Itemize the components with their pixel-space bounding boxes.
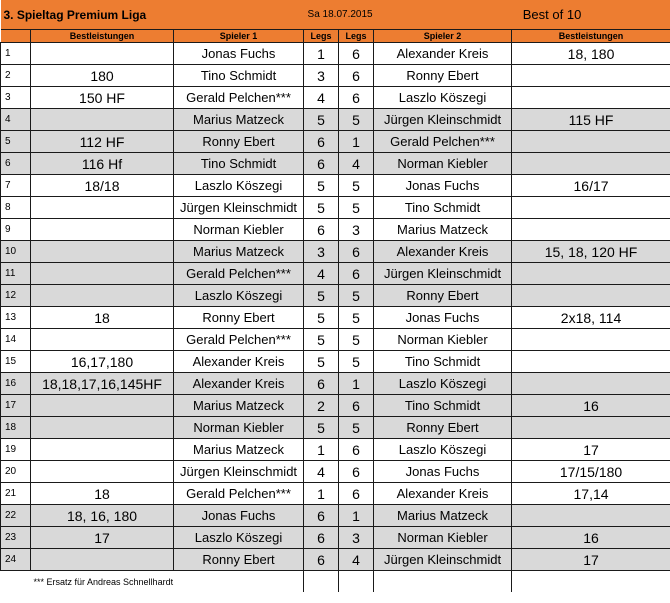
best-score-player2: 2x18, 114 <box>512 307 670 329</box>
header-player1: Spieler 1 <box>174 30 304 43</box>
match-number: 7 <box>1 175 31 197</box>
player1-name: Laszlo Köszegi <box>174 285 304 307</box>
best-score-player1 <box>31 197 174 219</box>
table-row <box>1 351 670 373</box>
legs-player2: 6 <box>339 263 374 285</box>
match-number: 5 <box>1 131 31 153</box>
legs-player1: 3 <box>304 65 339 87</box>
best-score-player2 <box>512 505 670 527</box>
best-score-player1: 18 <box>31 483 174 505</box>
player2-name: Laszlo Köszegi <box>374 87 512 109</box>
player1-name: Gerald Pelchen*** <box>174 483 304 505</box>
legs-player1: 6 <box>304 131 339 153</box>
legs-player2: 5 <box>339 175 374 197</box>
best-score-player2: 18, 180 <box>512 43 670 65</box>
match-number: 13 <box>1 307 31 329</box>
legs-player2: 3 <box>339 527 374 549</box>
legs-player1: 1 <box>304 439 339 461</box>
match-number: 18 <box>1 417 31 439</box>
table-row <box>1 65 670 87</box>
player1-name: Jonas Fuchs <box>174 43 304 65</box>
legs-player1: 5 <box>304 417 339 439</box>
best-score-player2 <box>512 153 670 175</box>
player2-name: Marius Matzeck <box>374 219 512 241</box>
player2-name: Norman Kiebler <box>374 527 512 549</box>
player1-name: Alexander Kreis <box>174 351 304 373</box>
legs-player1: 5 <box>304 307 339 329</box>
player1-name: Ronny Ebert <box>174 549 304 571</box>
best-score-player2: 16/17 <box>512 175 670 197</box>
best-score-player2 <box>512 373 670 395</box>
footnote: *** Ersatz für Andreas Schnellhardt <box>33 576 174 587</box>
legs-player2: 1 <box>339 373 374 395</box>
best-score-player2: 16 <box>512 527 670 549</box>
best-score-player2 <box>512 197 670 219</box>
match-number: 15 <box>1 351 31 373</box>
player2-name: Tino Schmidt <box>374 395 512 417</box>
legs-player2: 6 <box>339 461 374 483</box>
league-title: 3. Spieltag Premium Liga <box>1 0 304 30</box>
player2-name: Jonas Fuchs <box>374 307 512 329</box>
header-legs2: Legs <box>339 30 374 43</box>
player2-name: Norman Kiebler <box>374 153 512 175</box>
table-row <box>1 527 670 549</box>
match-number: 12 <box>1 285 31 307</box>
best-score-player2 <box>512 65 670 87</box>
player1-name: Jürgen Kleinschmidt <box>174 461 304 483</box>
table-row <box>1 131 670 153</box>
best-score-player2: 17,14 <box>512 483 670 505</box>
best-score-player1: 18 <box>31 307 174 329</box>
best-score-player2 <box>512 219 670 241</box>
table-row <box>1 461 670 483</box>
table-row <box>1 197 670 219</box>
match-number: 19 <box>1 439 31 461</box>
footnote-row <box>1 571 670 593</box>
table-row <box>1 153 670 175</box>
table-row <box>1 439 670 461</box>
legs-player2: 5 <box>339 417 374 439</box>
header-legs1: Legs <box>304 30 339 43</box>
legs-player2: 5 <box>339 329 374 351</box>
legs-player2: 5 <box>339 109 374 131</box>
match-number: 9 <box>1 219 31 241</box>
legs-player1: 6 <box>304 549 339 571</box>
player1-name: Laszlo Köszegi <box>174 175 304 197</box>
match-number: 11 <box>1 263 31 285</box>
table-row <box>1 329 670 351</box>
legs-player2: 5 <box>339 307 374 329</box>
match-number: 6 <box>1 153 31 175</box>
legs-player2: 4 <box>339 153 374 175</box>
table-row <box>1 373 670 395</box>
legs-player2: 6 <box>339 87 374 109</box>
legs-player1: 4 <box>304 461 339 483</box>
player1-name: Marius Matzeck <box>174 241 304 263</box>
player2-name: Marius Matzeck <box>374 505 512 527</box>
header-nr <box>1 30 31 43</box>
player2-name: Ronny Ebert <box>374 285 512 307</box>
best-score-player2 <box>512 417 670 439</box>
table-row <box>1 175 670 197</box>
match-date: Sa 18.07.2015 <box>304 0 374 30</box>
footer-empty-cell <box>374 571 512 593</box>
best-score-player1 <box>31 461 174 483</box>
player1-name: Norman Kiebler <box>174 219 304 241</box>
best-score-player1: 150 HF <box>31 87 174 109</box>
match-number: 23 <box>1 527 31 549</box>
title-row <box>1 0 670 30</box>
header-player2: Spieler 2 <box>374 30 512 43</box>
table-row <box>1 307 670 329</box>
best-score-player1 <box>31 395 174 417</box>
table-row <box>1 87 670 109</box>
best-score-player1: 180 <box>31 65 174 87</box>
best-score-player2 <box>512 285 670 307</box>
player1-name: Tino Schmidt <box>174 153 304 175</box>
match-number: 17 <box>1 395 31 417</box>
player2-name: Norman Kiebler <box>374 329 512 351</box>
player1-name: Gerald Pelchen*** <box>174 87 304 109</box>
table-row <box>1 395 670 417</box>
legs-player1: 6 <box>304 505 339 527</box>
legs-player1: 3 <box>304 241 339 263</box>
footer-empty-cell <box>512 571 670 593</box>
legs-player2: 1 <box>339 505 374 527</box>
legs-player2: 1 <box>339 131 374 153</box>
best-score-player2 <box>512 87 670 109</box>
player1-name: Ronny Ebert <box>174 131 304 153</box>
best-score-player1: 18, 16, 180 <box>31 505 174 527</box>
match-number: 24 <box>1 549 31 571</box>
table-row <box>1 505 670 527</box>
legs-player2: 5 <box>339 197 374 219</box>
player1-name: Marius Matzeck <box>174 439 304 461</box>
player1-name: Laszlo Köszegi <box>174 527 304 549</box>
footer-empty-cell <box>304 571 339 593</box>
legs-player1: 6 <box>304 373 339 395</box>
player1-name: Norman Kiebler <box>174 417 304 439</box>
legs-player2: 3 <box>339 219 374 241</box>
player1-name: Ronny Ebert <box>174 307 304 329</box>
player2-name: Alexander Kreis <box>374 483 512 505</box>
best-score-player1 <box>31 417 174 439</box>
player2-name: Jürgen Kleinschmidt <box>374 109 512 131</box>
legs-player2: 6 <box>339 241 374 263</box>
table-row <box>1 263 670 285</box>
best-score-player1 <box>31 43 174 65</box>
player2-name: Ronny Ebert <box>374 65 512 87</box>
match-number: 3 <box>1 87 31 109</box>
legs-player1: 5 <box>304 197 339 219</box>
table-row <box>1 285 670 307</box>
footer-empty-cell <box>339 571 374 593</box>
match-number: 21 <box>1 483 31 505</box>
legs-player1: 6 <box>304 219 339 241</box>
legs-player1: 4 <box>304 87 339 109</box>
player2-name: Laszlo Köszegi <box>374 373 512 395</box>
player1-name: Gerald Pelchen*** <box>174 263 304 285</box>
legs-player1: 1 <box>304 483 339 505</box>
legs-player1: 6 <box>304 527 339 549</box>
legs-player2: 6 <box>339 43 374 65</box>
best-score-player1 <box>31 219 174 241</box>
legs-player1: 5 <box>304 351 339 373</box>
best-score-player1: 116 Hf <box>31 153 174 175</box>
legs-player1: 5 <box>304 175 339 197</box>
legs-player1: 2 <box>304 395 339 417</box>
player1-name: Tino Schmidt <box>174 65 304 87</box>
table-row <box>1 483 670 505</box>
best-score-player2 <box>512 263 670 285</box>
legs-player1: 5 <box>304 285 339 307</box>
player2-name: Alexander Kreis <box>374 241 512 263</box>
player1-name: Jürgen Kleinschmidt <box>174 197 304 219</box>
best-score-player1 <box>31 241 174 263</box>
best-score-player1 <box>31 549 174 571</box>
match-number: 1 <box>1 43 31 65</box>
legs-player2: 6 <box>339 483 374 505</box>
best-score-player2: 17/15/180 <box>512 461 670 483</box>
best-score-player1: 112 HF <box>31 131 174 153</box>
table-row <box>1 241 670 263</box>
player2-name: Jonas Fuchs <box>374 461 512 483</box>
legs-player1: 6 <box>304 153 339 175</box>
table-row <box>1 43 670 65</box>
legs-player2: 5 <box>339 351 374 373</box>
table-row <box>1 109 670 131</box>
column-header-row <box>1 30 670 43</box>
best-score-player2 <box>512 351 670 373</box>
player2-name: Gerald Pelchen*** <box>374 131 512 153</box>
player2-name: Laszlo Köszegi <box>374 439 512 461</box>
player1-name: Marius Matzeck <box>174 395 304 417</box>
legs-player2: 6 <box>339 395 374 417</box>
player2-name: Jürgen Kleinschmidt <box>374 549 512 571</box>
match-number: 20 <box>1 461 31 483</box>
best-of-label: Best of 10 <box>374 0 670 30</box>
match-number: 22 <box>1 505 31 527</box>
match-number: 4 <box>1 109 31 131</box>
match-number: 2 <box>1 65 31 87</box>
best-score-player1 <box>31 329 174 351</box>
best-score-player1: 17 <box>31 527 174 549</box>
legs-player2: 6 <box>339 439 374 461</box>
best-score-player2: 17 <box>512 549 670 571</box>
match-number: 16 <box>1 373 31 395</box>
player1-name: Jonas Fuchs <box>174 505 304 527</box>
best-score-player1 <box>31 109 174 131</box>
best-score-player1 <box>31 263 174 285</box>
player1-name: Gerald Pelchen*** <box>174 329 304 351</box>
player1-name: Alexander Kreis <box>174 373 304 395</box>
table-row <box>1 219 670 241</box>
best-score-player1: 18,18,17,16,145HF <box>31 373 174 395</box>
player2-name: Ronny Ebert <box>374 417 512 439</box>
player2-name: Jonas Fuchs <box>374 175 512 197</box>
match-number: 14 <box>1 329 31 351</box>
table-row <box>1 549 670 571</box>
player2-name: Tino Schmidt <box>374 197 512 219</box>
best-score-player1: 16,17,180 <box>31 351 174 373</box>
legs-player1: 4 <box>304 263 339 285</box>
player2-name: Alexander Kreis <box>374 43 512 65</box>
best-score-player2 <box>512 329 670 351</box>
best-score-player2: 17 <box>512 439 670 461</box>
best-score-player2 <box>512 131 670 153</box>
legs-player1: 5 <box>304 329 339 351</box>
best-score-player1 <box>31 439 174 461</box>
best-score-player2: 16 <box>512 395 670 417</box>
legs-player2: 6 <box>339 65 374 87</box>
legs-player2: 4 <box>339 549 374 571</box>
best-score-player1: 18/18 <box>31 175 174 197</box>
match-number: 10 <box>1 241 31 263</box>
legs-player2: 5 <box>339 285 374 307</box>
player1-name: Marius Matzeck <box>174 109 304 131</box>
best-score-player2: 15, 18, 120 HF <box>512 241 670 263</box>
header-best2: Bestleistungen <box>512 30 670 43</box>
best-score-player1 <box>31 285 174 307</box>
match-number: 8 <box>1 197 31 219</box>
legs-player1: 5 <box>304 109 339 131</box>
header-best1: Bestleistungen <box>31 30 174 43</box>
legs-player1: 1 <box>304 43 339 65</box>
table-row <box>1 417 670 439</box>
best-score-player2: 115 HF <box>512 109 670 131</box>
player2-name: Jürgen Kleinschmidt <box>374 263 512 285</box>
player2-name: Tino Schmidt <box>374 351 512 373</box>
